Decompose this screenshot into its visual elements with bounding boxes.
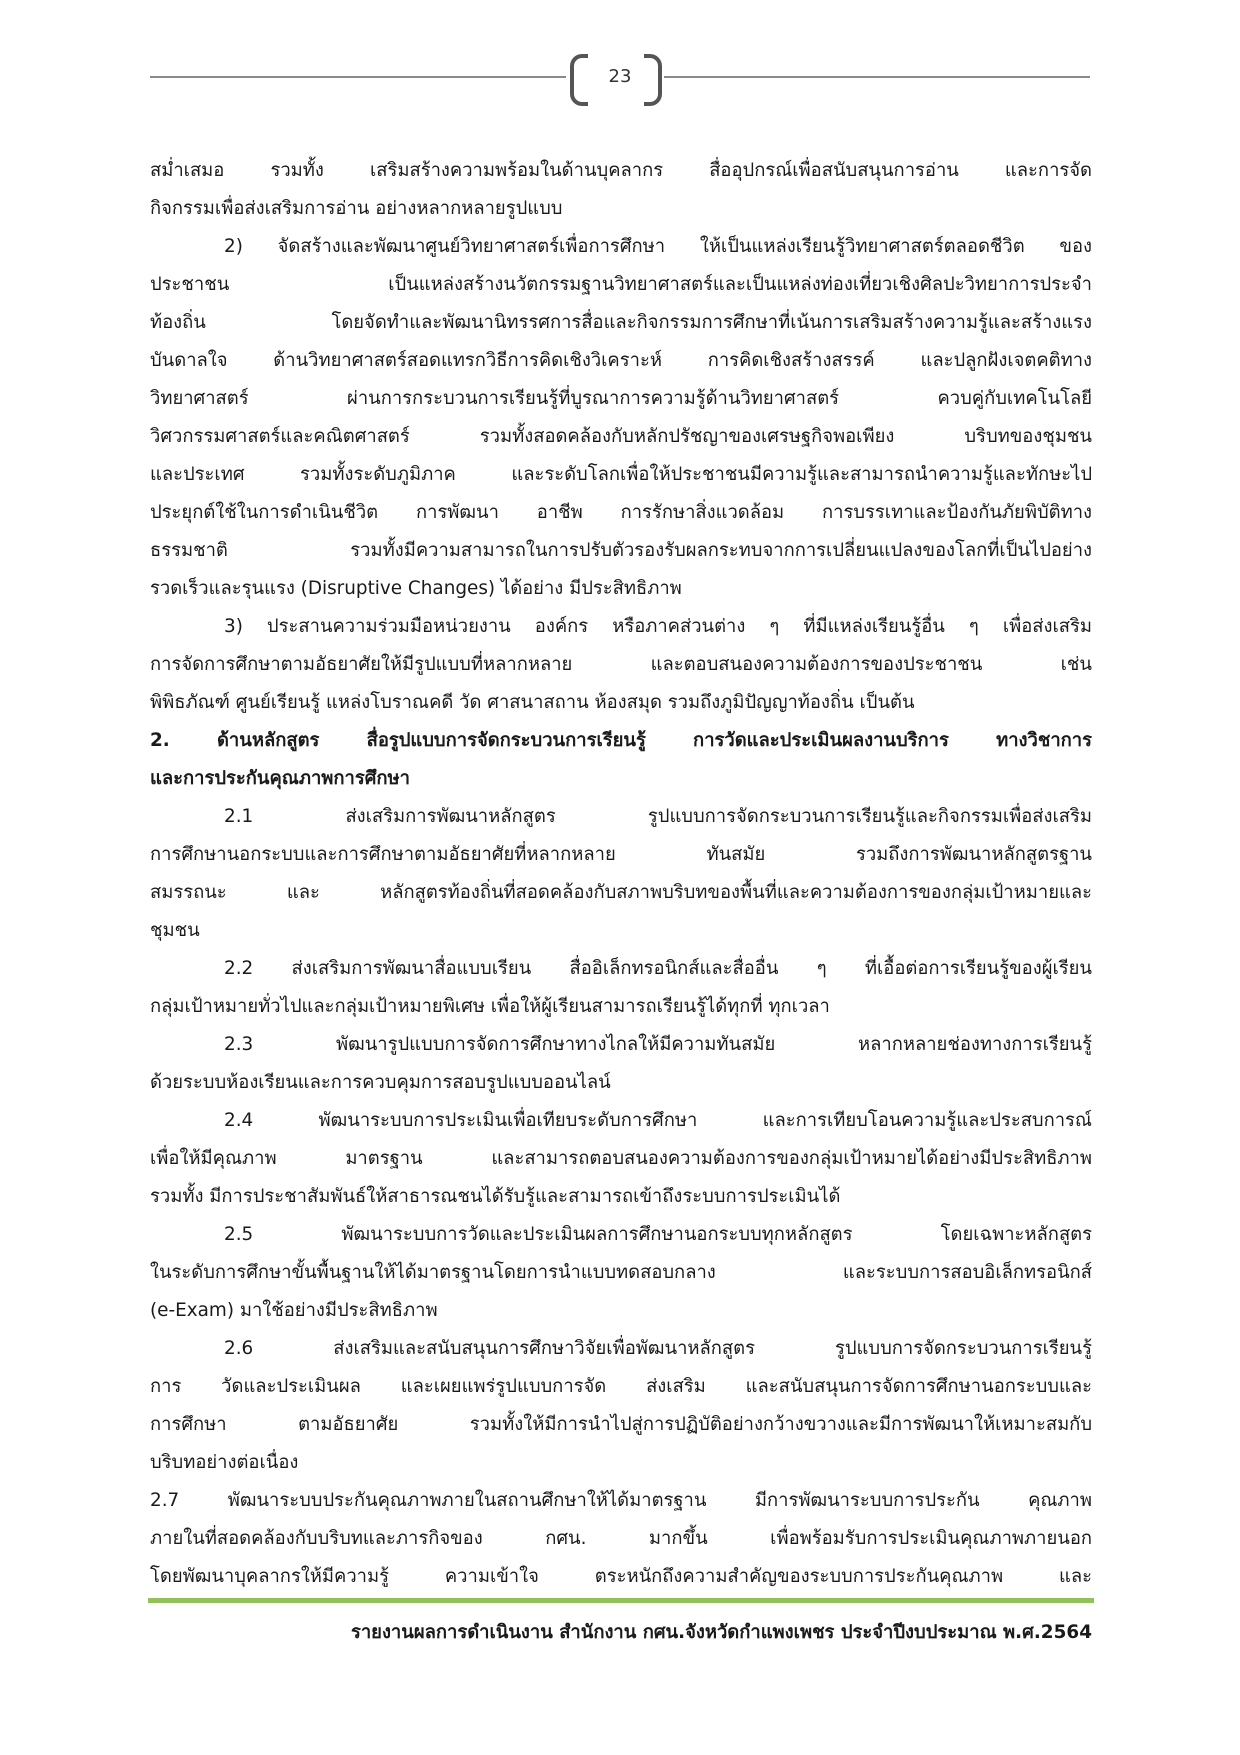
footer-report-title: รายงานผลการดำเนินงาน สำนักงาน กศน.จังหวัดกำแพงเพชร ประจำปีงบประมาณ พ.ศ.2564 (350, 1622, 1092, 1643)
header-rule-left (150, 76, 566, 78)
paragraph-first-line: 2.6 ส่งเสริมและสนับสนุนการศึกษาวิจัยเพื่อพัฒนาหลักสูตร รูปแบบการจัดกระบวนการเรียนรู้ (224, 1338, 1092, 1359)
body-line: การศึกษา ตามอัธยาศัย รวมทั้งให้มีการนำไปสู่การปฏิบัติอย่างกว้างขวางและมีการพัฒนาให้เหมาะสมกับ (150, 1414, 1092, 1435)
body-line: และประเทศ รวมทั้งระดับภูมิภาค และระดับโลกเพื่อให้ประชาชนมีความรู้และสามารถนำความรู้และทักษะไป (150, 464, 1092, 485)
document-body (150, 152, 1092, 1596)
body-line: ชุมชน (150, 920, 200, 941)
page-number-close-brace (644, 54, 662, 106)
paragraph-first-line: 2.3 พัฒนารูปแบบการจัดการศึกษาทางไกลให้มีความทันสมัย หลากหลายช่องทางการเรียนรู้ (224, 1034, 1092, 1055)
body-line: (e-Exam) มาใช้อย่างมีประสิทธิภาพ (150, 1300, 438, 1321)
body-line: ธรรมชาติ รวมทั้งมีความสามารถในการปรับตัวรองรับผลกระทบจากการเปลี่ยนแปลงของโลกที่เป็นไปอย่าง (150, 540, 1092, 561)
page-number: 23 (608, 66, 632, 87)
paragraph-first-line: 2.4 พัฒนาระบบการประเมินเพื่อเทียบระดับการศึกษา และการเทียบโอนความรู้และประสบการณ์ (224, 1110, 1092, 1131)
paragraph-first-line: 2.5 พัฒนาระบบการวัดและประเมินผลการศึกษานอกระบบทุกหลักสูตร โดยเฉพาะหลักสูตร (224, 1224, 1092, 1245)
body-line: พิพิธภัณฑ์ ศูนย์เรียนรู้ แหล่งโบราณคดี วัด ศาสนาสถาน ห้องสมุด รวมถึงภูมิปัญญาท้องถิ่น เป็นต้น (150, 692, 915, 713)
body-line: บันดาลใจ ด้านวิทยาศาสตร์สอดแทรกวิธีการคิดเชิงวิเคราะห์ การคิดเชิงสร้างสรรค์ และปลูกฝังเจตคติทาง (150, 350, 1092, 371)
body-line: กลุ่มเป้าหมายทั่วไปและกลุ่มเป้าหมายพิเศษ เพื่อให้ผู้เรียนสามารถเรียนรู้ได้ทุกที่ ทุกเวลา (150, 996, 830, 1017)
body-line: 2.7 พัฒนาระบบประกันคุณภาพภายในสถานศึกษาให้ได้มาตรฐาน มีการพัฒนาระบบการประกัน คุณภาพ (150, 1490, 1092, 1511)
body-line: ภายในที่สอดคล้องกับบริบทและภารกิจของ กศน. มากขึ้น เพื่อพร้อมรับการประเมินคุณภาพภายนอก (150, 1528, 1092, 1549)
page-header (150, 54, 1090, 104)
body-line: รวมทั้ง มีการประชาสัมพันธ์ให้สาธารณชนได้รับรู้และสามารถเข้าถึงระบบการประเมินได้ (150, 1186, 841, 1207)
body-line: กิจกรรมเพื่อส่งเสริมการอ่าน อย่างหลากหลายรูปแบบ (150, 198, 563, 219)
paragraph-first-line: 2) จัดสร้างและพัฒนาศูนย์วิทยาศาสตร์เพื่อการศึกษา ให้เป็นแหล่งเรียนรู้วิทยาศาสตร์ตลอดชีวิต ของ (224, 236, 1092, 257)
body-line: การจัดการศึกษาตามอัธยาศัยให้มีรูปแบบที่หลากหลาย และตอบสนองความต้องการของประชาชน เช่น (150, 654, 1092, 675)
section-heading: 2. ด้านหลักสูตร สื่อรูปแบบการจัดกระบวนการเรียนรู้ การวัดและประเมินผลงานบริการ ทางวิชาการ (150, 730, 1092, 751)
header-rule-right (664, 76, 1090, 78)
body-line: วิทยาศาสตร์ ผ่านการกระบวนการเรียนรู้ที่บูรณาการความรู้ด้านวิทยาศาสตร์ ควบคู่กับเทคโนโลยี (150, 388, 1092, 409)
paragraph-first-line: 3) ประสานความร่วมมือหน่วยงาน องค์กร หรือภาคส่วนต่าง ๆ ที่มีแหล่งเรียนรู้อื่น ๆ เพื่อส่งเสริม (224, 616, 1092, 637)
body-line: รวดเร็วและรุนแรง (Disruptive Changes) ได้อย่าง มีประสิทธิภาพ (150, 578, 682, 599)
section-heading: และการประกันคุณภาพการศึกษา (150, 768, 411, 789)
body-line: ประยุกต์ใช้ในการดำเนินชีวิต การพัฒนา อาชีพ การรักษาสิ่งแวดล้อม การบรรเทาและป้องกันภัยพิบัติทาง (150, 502, 1092, 523)
body-line: ประชาชน เป็นแหล่งสร้างนวัตกรรมฐานวิทยาศาสตร์และเป็นแหล่งท่องเที่ยวเชิงศิลปะวิทยาการประจำ (150, 274, 1092, 295)
body-line: โดยพัฒนาบุคลากรให้มีความรู้ ความเข้าใจ ตระหนักถึงความสำคัญของระบบการประกันคุณภาพ และ (150, 1566, 1092, 1587)
body-line: ด้วยระบบห้องเรียนและการควบคุมการสอบรูปแบบออนไลน์ (150, 1072, 611, 1093)
body-line: การ วัดและประเมินผล และเผยแพร่รูปแบบการจัด ส่งเสริม และสนับสนุนการจัดการศึกษานอกระบบและ (150, 1376, 1092, 1397)
body-line: สมรรถนะ และ หลักสูตรท้องถิ่นที่สอดคล้องกับสภาพบริบทของพื้นที่และความต้องการของกลุ่มเป้าหมายและ (150, 882, 1092, 903)
footer-divider (148, 1598, 1094, 1603)
body-line: ในระดับการศึกษาขั้นพื้นฐานให้ได้มาตรฐานโดยการนำแบบทดสอบกลาง และระบบการสอบอิเล็กทรอนิกส์ (150, 1262, 1092, 1283)
body-line: เพื่อให้มีคุณภาพ มาตรฐาน และสามารถตอบสนองความต้องการของกลุ่มเป้าหมายได้อย่างมีประสิทธิภาพ (150, 1148, 1092, 1169)
body-line: วิศวกรรมศาสตร์และคณิตศาสตร์ รวมทั้งสอดคล้องกับหลักปรัชญาของเศรษฐกิจพอเพียง บริบทของชุมชน (150, 426, 1092, 447)
body-line: สม่ำเสมอ รวมทั้ง เสริมสร้างความพร้อมในด้านบุคลากร สื่ออุปกรณ์เพื่อสนับสนุนการอ่าน และการจัด (150, 160, 1092, 181)
paragraph-first-line: 2.1 ส่งเสริมการพัฒนาหลักสูตร รูปแบบการจัดกระบวนการเรียนรู้และกิจกรรมเพื่อส่งเสริม (224, 806, 1092, 827)
body-line: ท้องถิ่น โดยจัดทำและพัฒนานิทรรศการสื่อและกิจกรรมการศึกษาที่เน้นการเสริมสร้างความรู้และสร้างแรง (150, 312, 1092, 333)
body-line: บริบทอย่างต่อเนื่อง (150, 1452, 299, 1473)
paragraph-first-line: 2.2 ส่งเสริมการพัฒนาสื่อแบบเรียน สื่ออิเล็กทรอนิกส์และสื่ออื่น ๆ ที่เอื้อต่อการเรียนรู้ของผู้เรียน (224, 958, 1092, 979)
body-line: การศึกษานอกระบบและการศึกษาตามอัธยาศัยที่หลากหลาย ทันสมัย รวมถึงการพัฒนาหลักสูตรฐาน (150, 844, 1092, 865)
